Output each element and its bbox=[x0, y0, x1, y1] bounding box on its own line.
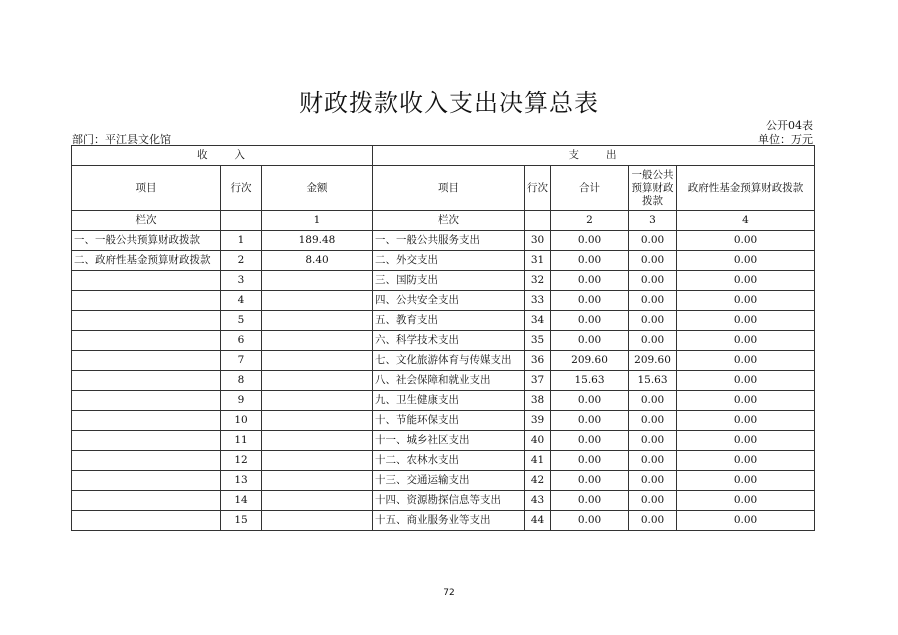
expense-general-budget-cell: 0.00 bbox=[629, 491, 677, 511]
expense-item-cell: 十一、城乡社区支出 bbox=[373, 431, 525, 451]
col-header-total: 合计 bbox=[551, 166, 629, 211]
expense-gov-fund-cell: 0.00 bbox=[677, 331, 815, 351]
expense-item-cell: 一、一般公共服务支出 bbox=[373, 231, 525, 251]
column-header-row bbox=[72, 166, 815, 211]
table-row bbox=[72, 391, 815, 411]
expense-total-cell: 209.60 bbox=[551, 351, 629, 371]
unit-label: 单位：万元 bbox=[758, 133, 813, 146]
income-item-cell bbox=[72, 451, 221, 471]
table-row bbox=[72, 291, 815, 311]
income-row-no-cell: 12 bbox=[221, 451, 262, 471]
income-row-no-cell: 9 bbox=[221, 391, 262, 411]
expense-total-cell: 0.00 bbox=[551, 231, 629, 251]
expense-gov-fund-cell: 0.00 bbox=[677, 391, 815, 411]
expense-gov-fund-cell: 0.00 bbox=[677, 231, 815, 251]
expense-general-budget-cell: 0.00 bbox=[629, 451, 677, 471]
table-row bbox=[72, 431, 815, 451]
expense-total-cell: 0.00 bbox=[551, 291, 629, 311]
form-number: 公开04表 bbox=[766, 119, 813, 132]
budget-table bbox=[71, 145, 815, 531]
income-amount-cell: 189.48 bbox=[262, 231, 373, 251]
income-item-cell bbox=[72, 491, 221, 511]
expense-row-no-cell: 41 bbox=[525, 451, 551, 471]
expense-general-budget-cell: 0.00 bbox=[629, 291, 677, 311]
expense-item-cell: 三、国防支出 bbox=[373, 271, 525, 291]
expense-row-no-cell: 36 bbox=[525, 351, 551, 371]
section-header-row bbox=[72, 146, 815, 166]
expense-item-cell: 十二、农林水支出 bbox=[373, 451, 525, 471]
income-item-cell bbox=[72, 271, 221, 291]
col-header-row-no: 行次 bbox=[221, 166, 262, 211]
expense-gov-fund-cell: 0.00 bbox=[677, 371, 815, 391]
expense-general-budget-cell: 0.00 bbox=[629, 251, 677, 271]
col-number-4: 4 bbox=[677, 211, 815, 231]
income-item-cell bbox=[72, 511, 221, 531]
expense-general-budget-cell: 0.00 bbox=[629, 331, 677, 351]
expense-row-no-cell: 34 bbox=[525, 311, 551, 331]
table-row bbox=[72, 471, 815, 491]
expense-item-cell: 二、外交支出 bbox=[373, 251, 525, 271]
income-item-cell bbox=[72, 331, 221, 351]
expense-row-no-cell: 39 bbox=[525, 411, 551, 431]
col-header-exp-row-no: 行次 bbox=[525, 166, 551, 211]
page-title: 财政拨款收入支出决算总表 bbox=[299, 89, 599, 117]
income-amount-cell: 8.40 bbox=[262, 251, 373, 271]
income-amount-cell bbox=[262, 411, 373, 431]
expense-general-budget-cell: 15.63 bbox=[629, 371, 677, 391]
income-item-cell bbox=[72, 471, 221, 491]
table-row bbox=[72, 351, 815, 371]
income-item-cell: 二、政府性基金预算财政拨款 bbox=[72, 251, 221, 271]
expense-total-cell: 15.63 bbox=[551, 371, 629, 391]
table-row bbox=[72, 451, 815, 471]
income-amount-cell bbox=[262, 311, 373, 331]
table-row bbox=[72, 491, 815, 511]
table-row bbox=[72, 511, 815, 531]
income-row-no-cell: 6 bbox=[221, 331, 262, 351]
col-header-amount: 金额 bbox=[262, 166, 373, 211]
income-item-cell bbox=[72, 431, 221, 451]
income-item-cell bbox=[72, 311, 221, 331]
expense-gov-fund-cell: 0.00 bbox=[677, 311, 815, 331]
income-section-header: 收 入 bbox=[72, 146, 373, 166]
income-row-no-cell: 5 bbox=[221, 311, 262, 331]
expense-item-cell: 九、卫生健康支出 bbox=[373, 391, 525, 411]
expense-item-cell: 五、教育支出 bbox=[373, 311, 525, 331]
expense-row-no-cell: 35 bbox=[525, 331, 551, 351]
income-item-cell bbox=[72, 291, 221, 311]
expense-gov-fund-cell: 0.00 bbox=[677, 471, 815, 491]
table-row bbox=[72, 331, 815, 351]
table-row bbox=[72, 271, 815, 291]
expense-general-budget-cell: 0.00 bbox=[629, 511, 677, 531]
income-amount-cell bbox=[262, 271, 373, 291]
income-row-no-cell: 10 bbox=[221, 411, 262, 431]
expense-general-budget-cell: 0.00 bbox=[629, 231, 677, 251]
expense-total-cell: 0.00 bbox=[551, 271, 629, 291]
income-row-no-cell: 7 bbox=[221, 351, 262, 371]
income-amount-cell bbox=[262, 471, 373, 491]
expense-general-budget-cell: 0.00 bbox=[629, 471, 677, 491]
expense-total-cell: 0.00 bbox=[551, 491, 629, 511]
income-amount-cell bbox=[262, 351, 373, 371]
expense-gov-fund-cell: 0.00 bbox=[677, 431, 815, 451]
table-row bbox=[72, 311, 815, 331]
expense-general-budget-cell: 0.00 bbox=[629, 311, 677, 331]
col-header-exp-item: 项目 bbox=[373, 166, 525, 211]
expense-row-no-cell: 38 bbox=[525, 391, 551, 411]
income-item-cell bbox=[72, 411, 221, 431]
col-number-exp-label: 栏次 bbox=[373, 211, 525, 231]
expense-item-cell: 十五、商业服务业等支出 bbox=[373, 511, 525, 531]
col-number-empty bbox=[221, 211, 262, 231]
expense-gov-fund-cell: 0.00 bbox=[677, 271, 815, 291]
expense-row-no-cell: 31 bbox=[525, 251, 551, 271]
expense-row-no-cell: 42 bbox=[525, 471, 551, 491]
income-row-no-cell: 11 bbox=[221, 431, 262, 451]
expense-total-cell: 0.00 bbox=[551, 471, 629, 491]
col-header-gov-fund: 政府性基金预算财政拨款 bbox=[677, 166, 815, 211]
expense-gov-fund-cell: 0.00 bbox=[677, 351, 815, 371]
income-amount-cell bbox=[262, 371, 373, 391]
income-row-no-cell: 1 bbox=[221, 231, 262, 251]
expense-item-cell: 四、公共安全支出 bbox=[373, 291, 525, 311]
expense-row-no-cell: 44 bbox=[525, 511, 551, 531]
page-number: 72 bbox=[443, 588, 455, 598]
expense-section-header: 支 出 bbox=[373, 146, 815, 166]
expense-general-budget-cell: 209.60 bbox=[629, 351, 677, 371]
income-amount-cell bbox=[262, 491, 373, 511]
expense-total-cell: 0.00 bbox=[551, 311, 629, 331]
expense-row-no-cell: 33 bbox=[525, 291, 551, 311]
income-row-no-cell: 13 bbox=[221, 471, 262, 491]
expense-item-cell: 八、社会保障和就业支出 bbox=[373, 371, 525, 391]
expense-total-cell: 0.00 bbox=[551, 251, 629, 271]
income-row-no-cell: 4 bbox=[221, 291, 262, 311]
income-amount-cell bbox=[262, 451, 373, 471]
col-number-label: 栏次 bbox=[72, 211, 221, 231]
income-amount-cell bbox=[262, 431, 373, 451]
col-header-general-budget: 一般公共预算财政拨款 bbox=[629, 166, 677, 211]
expense-gov-fund-cell: 0.00 bbox=[677, 411, 815, 431]
expense-gov-fund-cell: 0.00 bbox=[677, 251, 815, 271]
table-row bbox=[72, 251, 815, 271]
income-amount-cell bbox=[262, 391, 373, 411]
income-amount-cell bbox=[262, 291, 373, 311]
expense-total-cell: 0.00 bbox=[551, 451, 629, 471]
col-number-exp-empty bbox=[525, 211, 551, 231]
income-row-no-cell: 8 bbox=[221, 371, 262, 391]
income-row-no-cell: 14 bbox=[221, 491, 262, 511]
expense-row-no-cell: 43 bbox=[525, 491, 551, 511]
expense-general-budget-cell: 0.00 bbox=[629, 391, 677, 411]
expense-row-no-cell: 40 bbox=[525, 431, 551, 451]
expense-general-budget-cell: 0.00 bbox=[629, 411, 677, 431]
expense-gov-fund-cell: 0.00 bbox=[677, 511, 815, 531]
col-header-item: 项目 bbox=[72, 166, 221, 211]
income-row-no-cell: 15 bbox=[221, 511, 262, 531]
department-label: 部门：平江县文化馆 bbox=[72, 133, 171, 146]
expense-total-cell: 0.00 bbox=[551, 331, 629, 351]
income-item-cell: 一、一般公共预算财政拨款 bbox=[72, 231, 221, 251]
expense-total-cell: 0.00 bbox=[551, 511, 629, 531]
expense-item-cell: 七、文化旅游体育与传媒支出 bbox=[373, 351, 525, 371]
expense-total-cell: 0.00 bbox=[551, 411, 629, 431]
column-number-row bbox=[72, 211, 815, 231]
col-number-1: 1 bbox=[262, 211, 373, 231]
expense-row-no-cell: 30 bbox=[525, 231, 551, 251]
expense-gov-fund-cell: 0.00 bbox=[677, 291, 815, 311]
expense-general-budget-cell: 0.00 bbox=[629, 431, 677, 451]
col-number-2: 2 bbox=[551, 211, 629, 231]
income-row-no-cell: 2 bbox=[221, 251, 262, 271]
table-row bbox=[72, 231, 815, 251]
income-amount-cell bbox=[262, 331, 373, 351]
income-item-cell bbox=[72, 371, 221, 391]
income-item-cell bbox=[72, 351, 221, 371]
expense-row-no-cell: 32 bbox=[525, 271, 551, 291]
income-item-cell bbox=[72, 391, 221, 411]
col-number-3: 3 bbox=[629, 211, 677, 231]
expense-gov-fund-cell: 0.00 bbox=[677, 451, 815, 471]
table-row bbox=[72, 411, 815, 431]
income-row-no-cell: 3 bbox=[221, 271, 262, 291]
expense-general-budget-cell: 0.00 bbox=[629, 271, 677, 291]
expense-total-cell: 0.00 bbox=[551, 431, 629, 451]
expense-item-cell: 十三、交通运输支出 bbox=[373, 471, 525, 491]
expense-item-cell: 十四、资源勘探信息等支出 bbox=[373, 491, 525, 511]
expense-row-no-cell: 37 bbox=[525, 371, 551, 391]
expense-total-cell: 0.00 bbox=[551, 391, 629, 411]
expense-gov-fund-cell: 0.00 bbox=[677, 491, 815, 511]
expense-item-cell: 十、节能环保支出 bbox=[373, 411, 525, 431]
table-row bbox=[72, 371, 815, 391]
expense-item-cell: 六、科学技术支出 bbox=[373, 331, 525, 351]
income-amount-cell bbox=[262, 511, 373, 531]
